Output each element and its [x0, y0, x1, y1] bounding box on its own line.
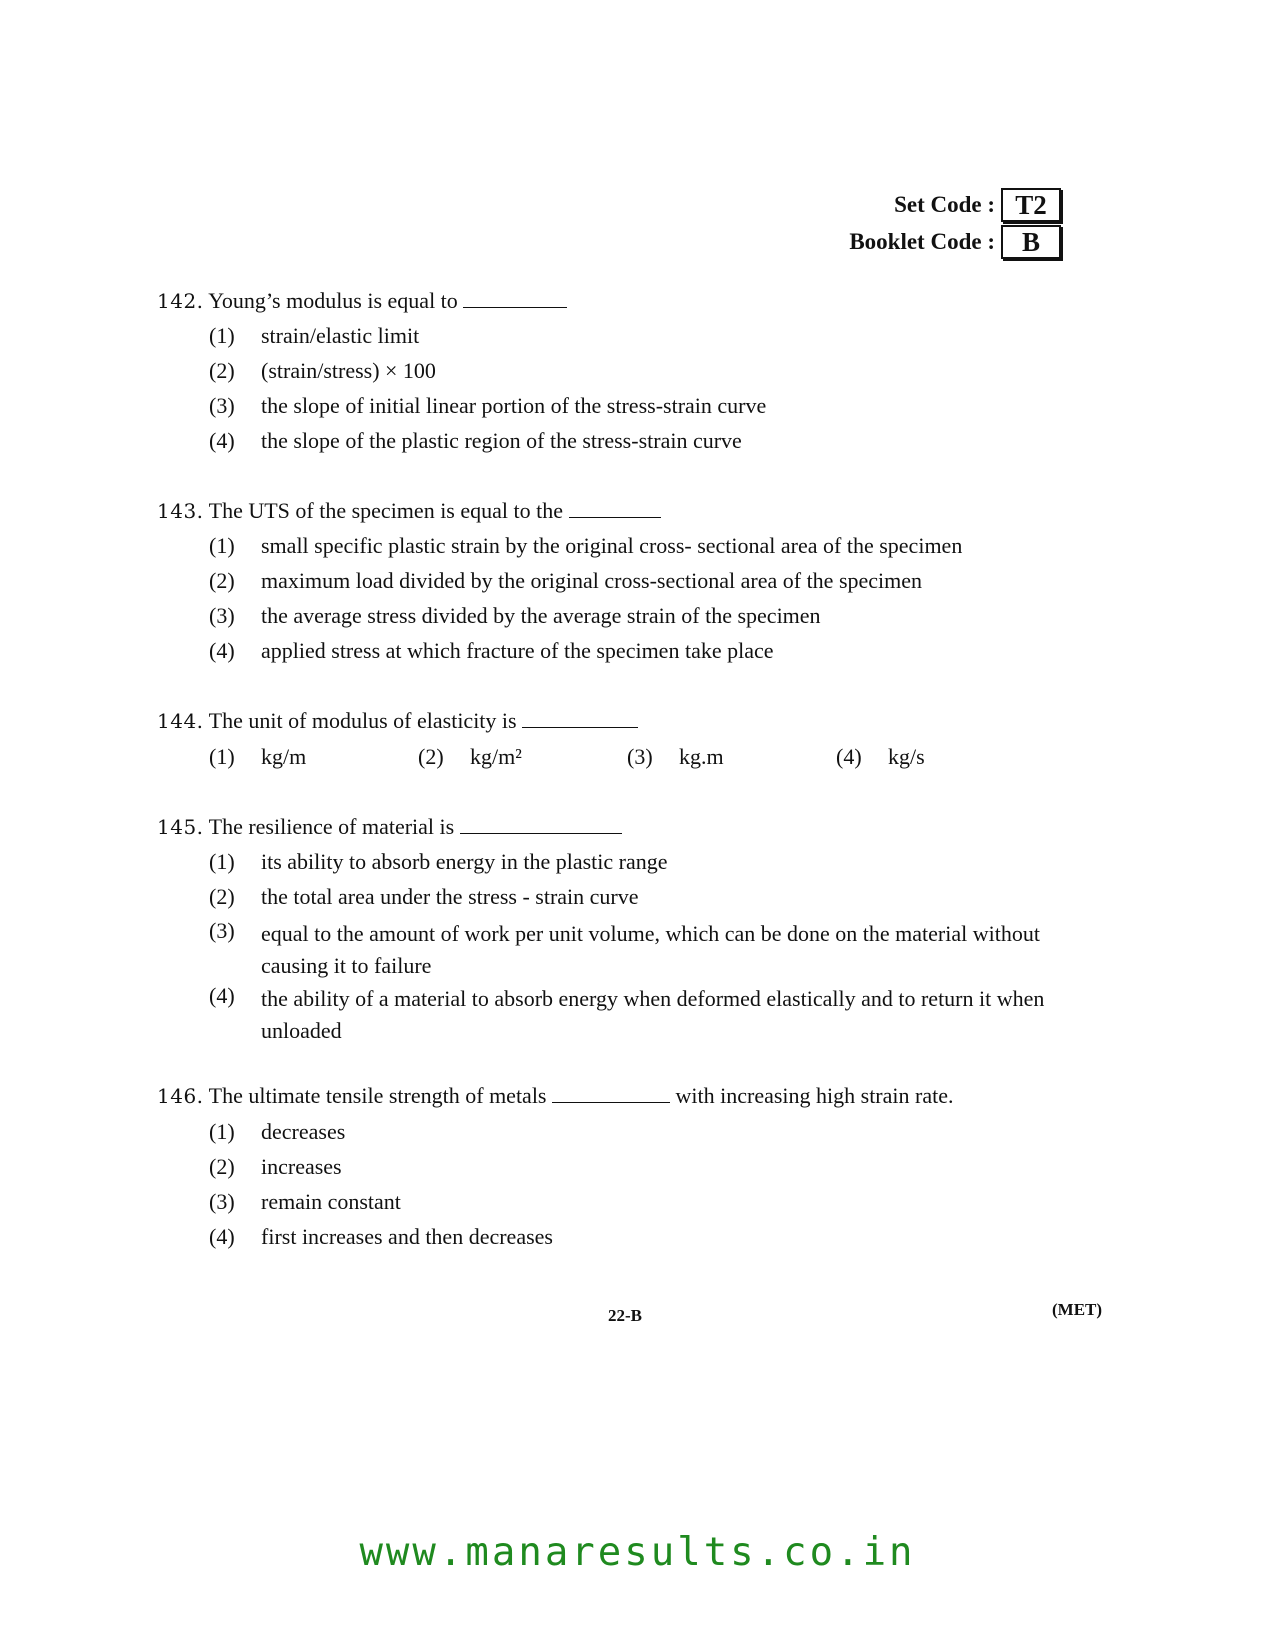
option	[209, 323, 419, 349]
page-label: 22-B	[608, 1306, 642, 1325]
option-text: kg/m	[261, 744, 307, 769]
option	[627, 744, 724, 770]
question-143-stem	[157, 498, 661, 524]
option	[209, 603, 821, 629]
option-text: small specific plastic strain by the original cross- sectional area of the specimen	[261, 533, 963, 558]
option	[209, 884, 639, 910]
option-number: (2)	[418, 744, 444, 769]
question-text: The unit of modulus of elasticity is	[208, 708, 517, 733]
set-code-label: Set Code :	[894, 192, 995, 217]
set-code-box: T2	[1001, 188, 1061, 222]
option-text: kg/s	[888, 744, 925, 769]
booklet-code-label: Booklet Code :	[849, 229, 995, 254]
option-text: remain constant	[261, 1189, 401, 1214]
option	[209, 428, 742, 454]
option-text: first increases and then decreases	[261, 1224, 553, 1249]
question-text: The UTS of the specimen is equal to the	[208, 498, 563, 523]
question-text: Young’s modulus is equal to	[208, 288, 458, 313]
option-number: (4)	[836, 744, 862, 769]
option-text: the slope of the plastic region of the stress-strain curve	[261, 428, 742, 453]
option	[209, 533, 962, 559]
option-number: (1)	[209, 1119, 235, 1144]
option-number: (2)	[209, 884, 235, 909]
option-text: strain/elastic limit	[261, 323, 420, 348]
question-text-after: with increasing high strain rate.	[675, 1083, 954, 1108]
option	[209, 1154, 342, 1180]
option-number: (4)	[209, 428, 235, 453]
question-text: The ultimate tensile strength of metals	[208, 1083, 547, 1108]
option-number: (3)	[209, 603, 235, 628]
answer-blank	[460, 815, 622, 834]
option-text: increases	[261, 1154, 342, 1179]
option-number: (3)	[209, 393, 235, 418]
option-number: (3)	[209, 1189, 235, 1214]
option-number: (4)	[209, 1224, 235, 1249]
option-text: maximum load divided by the original cross-sectional area of the specimen	[261, 568, 923, 593]
option-text: kg/m²	[470, 744, 522, 769]
option	[209, 1189, 401, 1215]
question-146-stem	[157, 1083, 953, 1109]
option-number: (3)	[209, 918, 235, 943]
option-text: the total area under the stress - strain curve	[261, 884, 639, 909]
subject-code: (MET)	[1052, 1300, 1103, 1319]
question-145-stem	[157, 814, 622, 840]
question-142-stem	[157, 288, 567, 314]
option-number: (2)	[209, 1154, 235, 1179]
option	[209, 744, 306, 770]
option-text: decreases	[261, 1119, 346, 1144]
option	[209, 983, 1081, 1047]
option	[209, 1119, 345, 1145]
option-number: (2)	[209, 358, 235, 383]
option	[836, 744, 925, 770]
option-text: the ability of a material to absorb energy when deformed elastically and to return it when unloaded	[261, 986, 1045, 1043]
answer-blank	[569, 499, 661, 518]
option	[209, 393, 766, 419]
option-text: the average stress divided by the average strain of the specimen	[261, 603, 821, 628]
answer-blank	[463, 289, 567, 308]
question-number: 142.	[157, 289, 204, 313]
option-text: kg.m	[679, 744, 724, 769]
booklet-code-box: B	[1001, 225, 1061, 259]
option-number: (1)	[209, 533, 235, 558]
option-number: (3)	[627, 744, 653, 769]
question-144-stem	[157, 708, 638, 734]
set-code	[894, 188, 1061, 222]
question-number: 143.	[157, 499, 204, 523]
question-number: 145.	[157, 815, 204, 839]
option-text: (strain/stress) × 100	[261, 358, 436, 383]
option-number: (1)	[209, 323, 235, 348]
option	[418, 744, 522, 770]
option	[209, 849, 668, 875]
option-text: applied stress at which fracture of the specimen take place	[261, 638, 774, 663]
option	[209, 638, 774, 664]
answer-blank	[552, 1084, 670, 1103]
option-text: its ability to absorb energy in the plastic range	[261, 849, 668, 874]
option-text: equal to the amount of work per unit volume, which can be done on the material without causing it to failure	[261, 921, 1040, 978]
option-number: (2)	[209, 568, 235, 593]
option	[209, 568, 922, 594]
watermark-url: www.manaresults.co.in	[359, 1530, 916, 1575]
option-text: the slope of initial linear portion of the stress-strain curve	[261, 393, 767, 418]
option	[209, 1224, 553, 1250]
option	[209, 358, 436, 384]
answer-blank	[522, 709, 638, 728]
option-number: (1)	[209, 744, 235, 769]
question-number: 144.	[157, 709, 204, 733]
question-text: The resilience of material is	[208, 814, 455, 839]
option	[209, 918, 1081, 982]
option-number: (4)	[209, 638, 235, 663]
question-number: 146.	[157, 1084, 204, 1108]
option-number: (1)	[209, 849, 235, 874]
booklet-code	[849, 225, 1061, 259]
option-number: (4)	[209, 983, 235, 1008]
